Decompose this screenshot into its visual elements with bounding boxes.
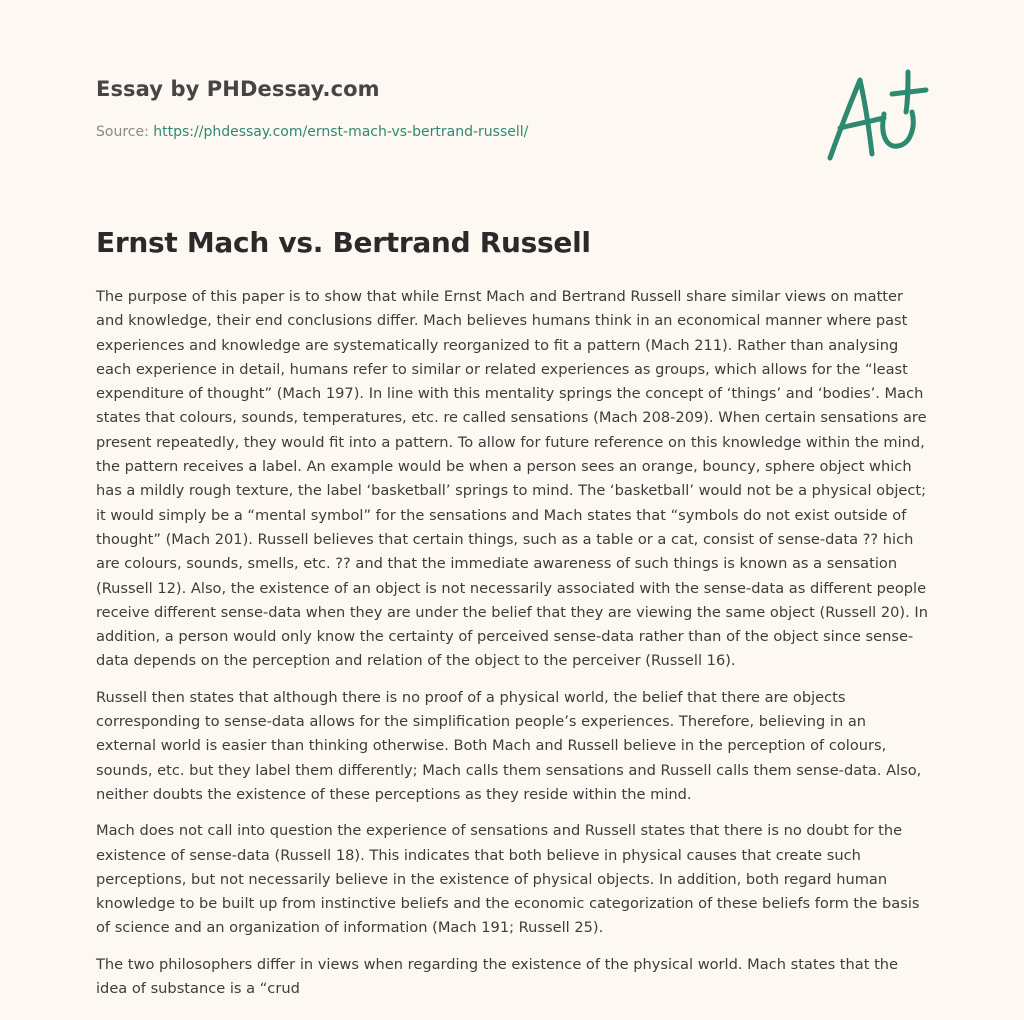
source-label: Source: [96,124,154,140]
source-link[interactable]: https://phdessay.com/ernst-mach-vs-bertrand-russell/ [153,124,529,140]
essay-title: Ernst Mach vs. Bertrand Russell [96,226,591,259]
essay-body [96,285,928,1013]
site-title: Essay by PHDessay.com [96,77,380,101]
a-plus-grade-logo-icon [822,68,930,164]
paragraph: Russell then states that although there is no proof of a physical world, the belief that there are objects corresponding to sense-data allows for the simplification people’s experiences. Therefore, believing in an external world is easier than thinking otherwise. Both Mach and Russell believe in the perception of colours, sounds, etc. but they label them differently; Mach calls them sensations and Russell calls them sense-data. Also, neither doubts the existence of these perceptions as they reside within the mind. [96,688,922,803]
paragraph: Mach does not call into question the experience of sensations and Russell states that there is no doubt for the existence of sense-data (Russell 18). This indicates that both believe in physical causes that create such perceptions, but not necessarily believe in the existence of physical objects. In addition, both regard human knowledge to be built up from instinctive beliefs and the economic categorization of these beliefs form the basis of science and an organization of information (Mach 191; Russell 25). [96,822,920,937]
paragraph: The purpose of this paper is to show that while Ernst Mach and Bertrand Russell share similar views on matter and knowledge, their end conclusions differ. Mach believes humans think in an economical manner where past experiences and knowledge are systematically reorganized to fit a pattern (Mach 211). Rather than analysing each experience in detail, humans refer to similar or related experiences as groups, which allows for the “least expenditure of thought” (Mach 197). In line with this mentality springs the concept of ‘things’ and ‘bodies’. Mach states that colours, sounds, temperatures, etc. re called sensations (Mach 208-209). When certain sensations are present repeatedly, they would fit into a pattern. To allow for future reference on this knowledge within the mind, the pattern receives a label. An example would be when a person sees an orange, bouncy, sphere object which has a mildly rough texture, the label ‘basketball’ springs to mind. The ‘basketball’ would not be a physical object; it would simply be a “mental symbol” for the sensations and Mach states that “symbols do not exist outside of thought” (Mach 201). Russell believes that certain things, such as a table or a cat, consist of sense-data ?? hich are colours, sounds, smells, etc. ?? and that the immediate awareness of such things is known as a sensation (Russell 12). Also, the existence of an object is not necessarily associated with the sense-data as different people receive different sense-data when they are under the belief that they are viewing the same object (Russell 20). In addition, a person would only know the certainty of perceived sense-data rather than of the object since sense-data depends on the perception and relation of the object to the perceiver (Russell 16). [96,288,928,670]
source-line [96,124,528,140]
paragraph: The two philosophers differ in views when regarding the existence of the physical world. Mach states that the idea of substance is a “crud [96,955,899,998]
